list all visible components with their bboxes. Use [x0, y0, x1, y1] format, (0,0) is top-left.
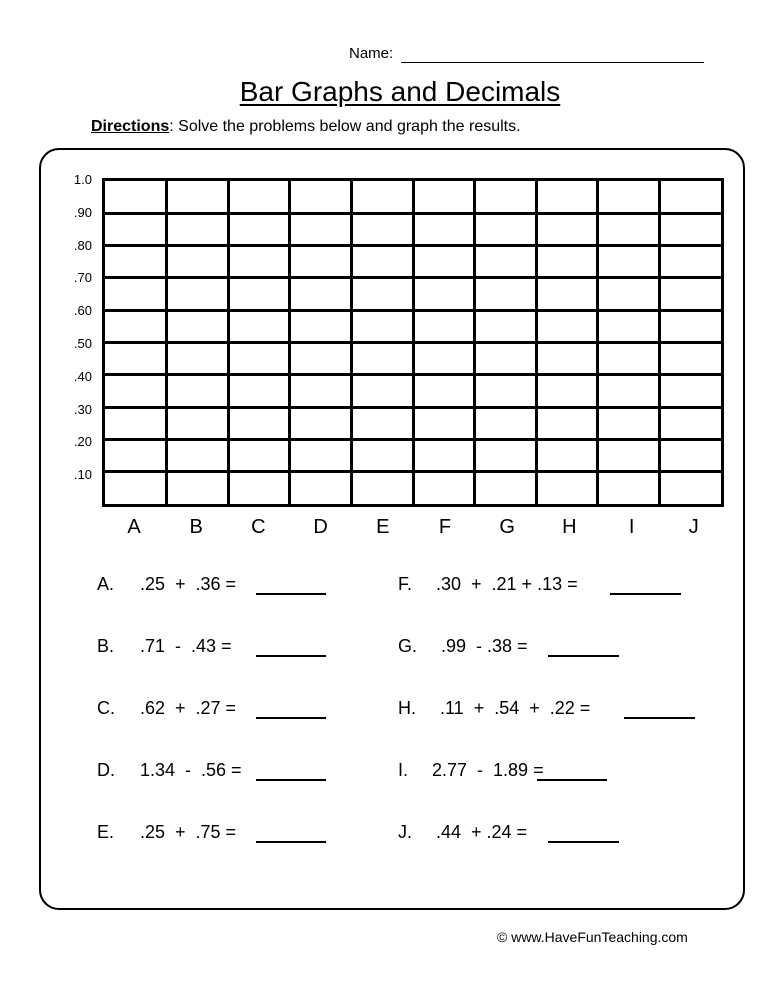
problem-letter: H.	[398, 698, 416, 718]
problem-letter: F.	[398, 574, 413, 594]
x-axis-label: H	[562, 516, 577, 538]
x-axis-label: E	[376, 516, 390, 538]
answer-blank[interactable]	[610, 593, 681, 595]
answer-blank[interactable]	[256, 779, 326, 781]
x-axis-label: F	[438, 516, 452, 538]
answer-blank[interactable]	[256, 717, 326, 719]
answer-blank[interactable]	[548, 655, 619, 657]
problem-letter: C.	[97, 698, 115, 718]
problem-expression: .99 - .38 =	[441, 636, 528, 656]
y-axis-label: .10	[73, 467, 92, 483]
answer-blank[interactable]	[256, 841, 326, 843]
grid-row-line	[105, 341, 721, 344]
problem-expression: .44 + .24 =	[436, 822, 528, 842]
y-axis-label: .60	[73, 303, 92, 319]
directions-text: : Solve the problems below and graph the results.	[169, 118, 521, 135]
problem-expression: 2.77 - 1.89 =	[432, 760, 544, 780]
y-axis-label: .80	[73, 237, 92, 253]
y-axis-label: .70	[73, 270, 92, 286]
problem-expression: .71 - .43 =	[140, 636, 232, 656]
problem-expression: .25 + .75 =	[140, 822, 237, 842]
directions-label: Directions	[91, 118, 170, 135]
problem-letter: I.	[398, 760, 409, 780]
problem-expression: .30 + .21 + .13 =	[436, 574, 578, 594]
problem-letter: A.	[97, 574, 115, 594]
problem-letter: E.	[97, 822, 115, 842]
grid-row-line	[105, 406, 721, 409]
answer-blank[interactable]	[256, 593, 326, 595]
y-axis-label: .40	[73, 368, 92, 384]
bar-graph-grid[interactable]	[102, 178, 724, 507]
page-title: Bar Graphs and Decimals	[239, 76, 561, 107]
grid-column-line	[658, 181, 661, 504]
problem-expression: 1.34 - .56 =	[140, 760, 242, 780]
name-field[interactable]	[401, 62, 704, 63]
answer-blank[interactable]	[537, 779, 607, 781]
x-axis-label: D	[313, 516, 328, 538]
answer-blank[interactable]	[624, 717, 695, 719]
x-axis-label: C	[251, 516, 266, 538]
x-axis-label: J	[688, 516, 699, 538]
x-axis-label: G	[499, 516, 515, 538]
problem-letter: J.	[398, 822, 413, 842]
grid-row-line	[105, 438, 721, 441]
x-axis-label: A	[127, 516, 141, 538]
answer-blank[interactable]	[256, 655, 326, 657]
name-label: Name:	[349, 45, 394, 62]
problem-expression: .25 + .36 =	[140, 574, 237, 594]
problem-letter: G.	[398, 636, 418, 656]
grid-row-line	[105, 470, 721, 473]
problem-letter: B.	[97, 636, 115, 656]
grid-column-line	[596, 181, 599, 504]
x-axis-label: I	[628, 516, 635, 538]
copyright: © www.HaveFunTeaching.com	[497, 929, 688, 945]
y-axis-label: .30	[73, 401, 92, 417]
grid-column-line	[535, 181, 538, 504]
grid-row-line	[105, 373, 721, 376]
problem-expression: .62 + .27 =	[140, 698, 237, 718]
directions	[91, 118, 521, 136]
y-axis-label: 1.0	[73, 172, 92, 187]
y-axis-label: .20	[73, 434, 92, 450]
answer-blank[interactable]	[548, 841, 619, 843]
x-axis-label: B	[189, 516, 203, 538]
problem-expression: .11 + .54 + .22 =	[440, 698, 591, 718]
y-axis-label: .90	[73, 204, 92, 220]
grid-column-line	[473, 181, 476, 504]
y-axis-label: .50	[73, 336, 92, 351]
problem-letter: D.	[97, 760, 115, 780]
